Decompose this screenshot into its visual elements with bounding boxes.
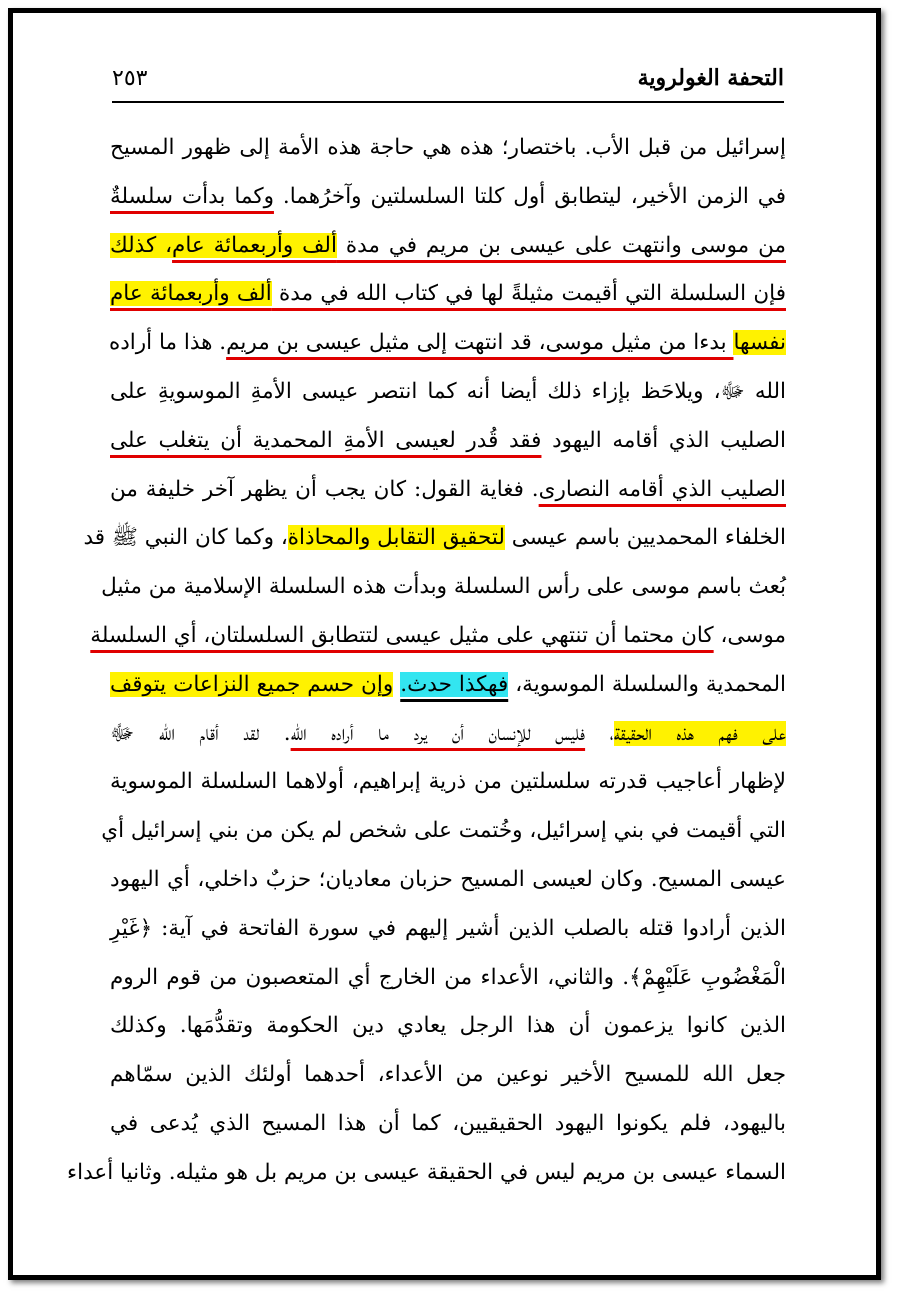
- text-line: [101, 563, 786, 612]
- text-segment: الصليب الذي أقامه اليهود: [541, 427, 787, 453]
- text-line: [67, 1149, 786, 1198]
- marked-text: وكما بدأت سلسلةٌ: [110, 183, 274, 209]
- marked-text: كان محتما أن تنتهي على مثيل عيسى لتتطابق السلسلتان، أي السلسلة: [90, 622, 714, 648]
- text-line: [110, 222, 786, 271]
- text-line: [110, 173, 786, 222]
- body-text: [67, 124, 787, 1198]
- text-line: [110, 124, 786, 173]
- text-segment: لإظهار أعاجيب قدرته سلسلتين من ذرية إبراهيم، أولاهما السلسلة الموسوية: [110, 769, 786, 795]
- text-segment: ،: [585, 720, 614, 746]
- page-number: ٢٥٣: [112, 65, 148, 91]
- marked-text: من موسى وانتهت على عيسى بن مريم في مدة: [336, 232, 786, 258]
- book-title: التحفة الغولروية: [637, 65, 784, 91]
- text-segment: السماء عيسى بن مريم ليس في الحقيقة عيسى بن مريم بل هو مثيله. وثانيا أعداء: [67, 1159, 786, 1185]
- text-line: [101, 807, 786, 856]
- text-segment: الله ﷻ، ويلاحَظ بإزاء ذلك أيضا أنه كما انتصر عيسى الأمةِ الموسويةِ على: [110, 378, 786, 404]
- text-segment: بُعث باسم موسى على رأس السلسلة وبدأت هذه السلسلة الإسلامية من مثيل: [101, 574, 786, 600]
- page-header: [112, 60, 784, 96]
- marked-text: نفسها: [733, 330, 786, 356]
- text-segment: عيسى المسيح. وكان لعيسى المسيح حزبان معاديان؛ حزبٌ داخلي، أي اليهود: [110, 866, 786, 892]
- marked-text: لتحقيق التقابل والمحاذاة: [287, 525, 505, 551]
- text-segment: المحمدية والسلسلة الموسوية،: [508, 671, 786, 697]
- text-line: [110, 661, 786, 710]
- text-line: [83, 514, 786, 563]
- text-line: [110, 368, 786, 417]
- text-line: [110, 954, 786, 1003]
- header-rule: [112, 101, 784, 103]
- text-segment: الذين أرادوا قتله بالصلب الذين أشير إليهم في سورة الفاتحة في آية: ﴿غَيْرِ: [110, 915, 786, 941]
- marked-text: ألف وأربعمائة عام: [172, 232, 337, 258]
- text-segment: جعل الله للمسيح الأخير نوعين من الأعداء، أحدهما أولئك الذين سمّاهم: [110, 1062, 786, 1088]
- text-segment: الذين كانوا يزعمون أن هذا الرجل يعادي دين الحكومة وتقدُّمَها. وكذلك: [110, 1013, 786, 1039]
- text-segment: إسرائيل من قبل الأب. باختصار؛ هذه هي حاجة هذه الأمة إلى ظهور المسيح: [110, 135, 786, 160]
- marked-text: فقد قُدر لعيسى الأمةِ المحمدية أن يتغلب على: [110, 427, 542, 453]
- text-line: [90, 612, 786, 661]
- text-segment: . فغاية القول: كان يجب أن يظهر آخر خليفة من: [110, 476, 539, 502]
- marked-text: فإن السلسلة التي أقيمت مثيلةً لها في كتاب الله في مدة: [271, 281, 786, 307]
- text-line: [110, 466, 786, 515]
- text-segment: الخلفاء المحمديين باسم عيسى: [504, 525, 786, 551]
- text-line: [110, 1051, 786, 1100]
- text-segment: الْمَغْضُوبِ عَلَيْهِمْ﴾. والثاني، الأعداء من الخارج أي المتعصبون من قوم الروم: [110, 964, 786, 990]
- text-segment: موسى،: [713, 622, 786, 648]
- text-line: [110, 758, 786, 807]
- marked-text: فليس للإنسان أن يرد ما أراده الله: [290, 720, 586, 746]
- text-line: [110, 1100, 786, 1149]
- text-line: [110, 905, 786, 954]
- text-line: [110, 319, 786, 368]
- text-line: [110, 270, 786, 319]
- marked-text: الصليب الذي أقامه النصارى: [538, 476, 786, 502]
- text-segment: ، وكما كان النبي ﷺ قد: [83, 525, 288, 551]
- text-segment: باليهود، فلم يكونوا اليهود الحقيقيين، كما أن هذا المسيح الذي يُدعى في: [110, 1110, 786, 1136]
- marked-text: ، كذلك: [110, 232, 173, 258]
- text-line: [110, 1002, 786, 1051]
- text-segment: في الزمن الأخير، ليتطابق أول كلتا السلسلتين وآخرُهما.: [273, 183, 786, 209]
- text-segment: . هذا ما أراده: [108, 330, 227, 356]
- text-line: [110, 417, 786, 466]
- text-segment: . لقد أقام الله ﷻ: [110, 720, 291, 746]
- text-line: [110, 710, 786, 759]
- text-segment: التي أقيمت في بني إسرائيل، وخُتمت على شخص لم يكن من بني إسرائيل أي: [101, 818, 786, 844]
- marked-text: على فهم هذه الحقيقة: [613, 720, 787, 746]
- marked-text: ألف وأربعمائة عام: [110, 281, 272, 307]
- text-line: [110, 856, 786, 905]
- marked-text: فهكذا حدث.: [400, 671, 509, 697]
- marked-text: وإن حسم جميع النزاعات يتوقف: [110, 671, 394, 697]
- marked-text: بدءا من مثيل موسى، قد انتهت إلى مثيل عيسى بن مريم: [226, 330, 734, 356]
